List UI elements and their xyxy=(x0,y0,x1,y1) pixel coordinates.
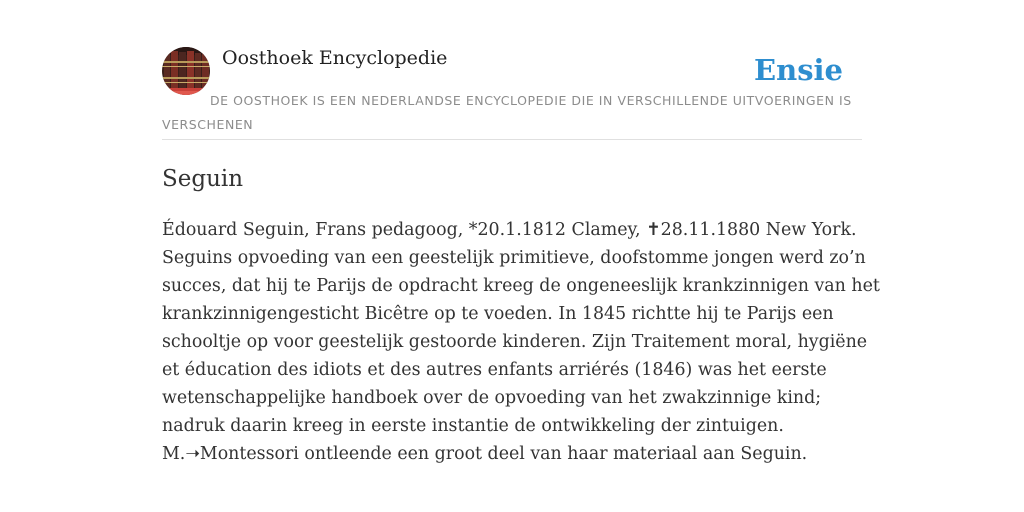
entry-body-line: Seguins opvoeding van een geestelijk primitieve, doofstomme jongen werd zo’n xyxy=(162,248,866,268)
entry-body-line: schooltje op voor geestelijk gestoorde kinderen. Zijn Traitement moral, hygiëne xyxy=(162,332,868,352)
entry-body-line: krankzinnigengesticht Bicêtre op te voeden. In 1845 richtte hij te Parijs een xyxy=(162,304,834,324)
entry-body-line: succes, dat hij te Parijs de opdracht kreeg de ongeneeslijk krankzinnigen van het xyxy=(162,276,880,296)
book-spines-avatar-icon[interactable] xyxy=(162,47,210,95)
source-tagline: DE OOSTHOEK IS EEN NEDERLANDSE ENCYCLOPEDIE DIE IN VERSCHILLENDE UITVOERINGEN IS VERSCHENEN xyxy=(162,93,852,132)
entry-body-line: nadruk daarin kreeg in eerste instantie de ontwikkeling der zintuigen. xyxy=(162,416,784,436)
entry-body-line: M.➝Montessori ontleende een groot deel van haar materiaal aan Seguin. xyxy=(162,444,808,464)
header-divider xyxy=(162,139,862,140)
entry-body-line: Édouard Seguin, Frans pedagoog, *20.1.1812 Clamey, ✝28.11.1880 New York. xyxy=(162,220,857,240)
entry-body-line: et éducation des idiots et des autres enfants arriérés (1846) was het eerste xyxy=(162,360,827,380)
source-title[interactable]: Oosthoek Encyclopedie xyxy=(222,47,448,69)
entry-body xyxy=(162,216,880,468)
entry-body-line: wetenschappelijke handboek over de opvoeding van het zwakzinnige kind; xyxy=(162,388,822,408)
brand-logo[interactable]: Ensie xyxy=(754,53,843,87)
entry-title: Seguin xyxy=(162,166,244,192)
